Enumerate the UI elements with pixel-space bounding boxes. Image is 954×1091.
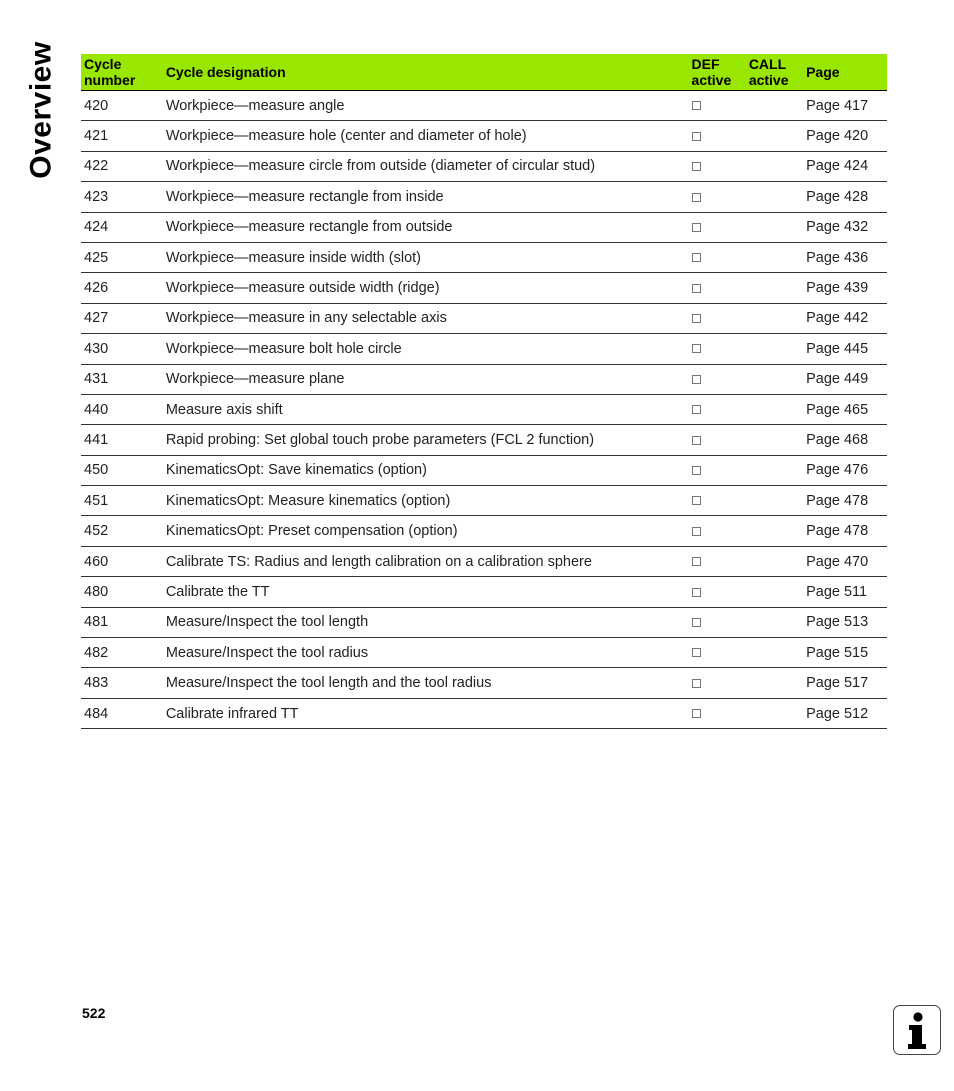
square-marker-icon [692, 557, 701, 566]
cycle-number-cell: 425 [81, 242, 163, 272]
cycle-number-cell: 430 [81, 334, 163, 364]
square-marker-icon [692, 436, 701, 445]
def-active-cell [689, 577, 746, 607]
page-reference-cell: Page 513 [803, 607, 887, 637]
cycle-designation-cell: Workpiece—measure rectangle from outside [163, 212, 689, 242]
cycle-number-cell: 431 [81, 364, 163, 394]
def-active-cell [689, 182, 746, 212]
page-reference-cell: Page 512 [803, 698, 887, 728]
table-row [81, 577, 887, 607]
page-reference-cell: Page 442 [803, 303, 887, 333]
cycle-number-cell: 451 [81, 486, 163, 516]
cycle-designation-cell: KinematicsOpt: Measure kinematics (option) [163, 486, 689, 516]
cycle-designation-cell: Measure/Inspect the tool length and the tool radius [163, 668, 689, 698]
cycle-number-cell: 452 [81, 516, 163, 546]
cycle-number-cell: 427 [81, 303, 163, 333]
cycle-number-cell: 421 [81, 121, 163, 151]
def-active-cell [689, 121, 746, 151]
cycle-designation-cell: KinematicsOpt: Save kinematics (option) [163, 455, 689, 485]
cycle-designation-cell: Workpiece—measure in any selectable axis [163, 303, 689, 333]
def-active-cell [689, 668, 746, 698]
cycle-designation-cell: Calibrate infrared TT [163, 698, 689, 728]
def-active-cell [689, 486, 746, 516]
cycle-designation-cell: Measure axis shift [163, 394, 689, 424]
def-active-cell [689, 638, 746, 668]
def-active-cell [689, 455, 746, 485]
table-row [81, 364, 887, 394]
table-header-row [81, 54, 887, 91]
square-marker-icon [692, 527, 701, 536]
call-active-cell [746, 486, 803, 516]
page-reference-cell: Page 468 [803, 425, 887, 455]
cycle-designation-cell: Workpiece—measure inside width (slot) [163, 242, 689, 272]
cycle-designation-cell: KinematicsOpt: Preset compensation (option) [163, 516, 689, 546]
cycle-number-cell: 480 [81, 577, 163, 607]
def-active-cell [689, 364, 746, 394]
cycle-number-cell: 422 [81, 151, 163, 181]
def-active-cell [689, 607, 746, 637]
call-active-cell [746, 698, 803, 728]
cycle-number-cell: 483 [81, 668, 163, 698]
table-row [81, 455, 887, 485]
def-active-cell [689, 242, 746, 272]
page-number: 522 [82, 1005, 106, 1021]
def-active-cell [689, 334, 746, 364]
call-active-cell [746, 242, 803, 272]
square-marker-icon [692, 193, 701, 202]
page-reference-cell: Page 445 [803, 334, 887, 364]
table-body [81, 91, 887, 729]
cycle-number-cell: 426 [81, 273, 163, 303]
call-active-cell [746, 364, 803, 394]
cycle-number-cell: 441 [81, 425, 163, 455]
def-active-cell [689, 303, 746, 333]
table-row [81, 121, 887, 151]
cycle-number-cell: 460 [81, 546, 163, 576]
header-def-active [689, 54, 746, 91]
page-reference-cell: Page 428 [803, 182, 887, 212]
def-active-cell [689, 516, 746, 546]
header-call-active-line2: active [748, 72, 789, 88]
square-marker-icon [692, 314, 701, 323]
header-call-active [746, 54, 803, 91]
table-row [81, 242, 887, 272]
square-marker-icon [692, 618, 701, 627]
call-active-cell [746, 638, 803, 668]
header-def-active-line1: DEF [691, 56, 720, 72]
table-row [81, 91, 887, 121]
table-row [81, 182, 887, 212]
square-marker-icon [692, 709, 701, 718]
square-marker-icon [692, 132, 701, 141]
call-active-cell [746, 303, 803, 333]
cycle-number-cell: 484 [81, 698, 163, 728]
square-marker-icon [692, 223, 701, 232]
section-side-label-text: Overview [25, 41, 59, 179]
square-marker-icon [692, 466, 701, 475]
section-side-label [22, 41, 62, 179]
header-page: Page [803, 54, 887, 91]
table-row [81, 607, 887, 637]
cycle-designation-cell: Workpiece—measure plane [163, 364, 689, 394]
cycle-designation-cell: Rapid probing: Set global touch probe parameters (FCL 2 function) [163, 425, 689, 455]
page-reference-cell: Page 511 [803, 577, 887, 607]
square-marker-icon [692, 284, 701, 293]
table-row [81, 516, 887, 546]
def-active-cell [689, 212, 746, 242]
table-row [81, 151, 887, 181]
table-row [81, 638, 887, 668]
def-active-cell [689, 394, 746, 424]
cycle-number-cell: 440 [81, 394, 163, 424]
def-active-cell [689, 151, 746, 181]
page-reference-cell: Page 449 [803, 364, 887, 394]
cycle-designation-cell: Workpiece—measure hole (center and diameter of hole) [163, 121, 689, 151]
square-marker-icon [692, 405, 701, 414]
table-row [81, 394, 887, 424]
call-active-cell [746, 577, 803, 607]
call-active-cell [746, 151, 803, 181]
cycle-number-cell: 482 [81, 638, 163, 668]
table-row [81, 273, 887, 303]
cycle-designation-cell: Calibrate the TT [163, 577, 689, 607]
header-cycle-designation: Cycle designation [163, 54, 689, 91]
square-marker-icon [692, 648, 701, 657]
header-def-active-line2: active [691, 72, 732, 88]
page-reference-cell: Page 417 [803, 91, 887, 121]
cycle-number-cell: 450 [81, 455, 163, 485]
page-reference-cell: Page 478 [803, 486, 887, 516]
call-active-cell [746, 121, 803, 151]
square-marker-icon [692, 375, 701, 384]
cycle-number-cell: 420 [81, 91, 163, 121]
square-marker-icon [692, 588, 701, 597]
cycle-designation-cell: Workpiece—measure outside width (ridge) [163, 273, 689, 303]
table-row [81, 486, 887, 516]
square-marker-icon [692, 253, 701, 262]
table-row [81, 212, 887, 242]
square-marker-icon [692, 344, 701, 353]
cycle-overview-table [81, 54, 887, 729]
call-active-cell [746, 607, 803, 637]
page-reference-cell: Page 517 [803, 668, 887, 698]
cycle-number-cell: 423 [81, 182, 163, 212]
info-icon [893, 1005, 941, 1055]
table-row [81, 425, 887, 455]
def-active-cell [689, 546, 746, 576]
call-active-cell [746, 516, 803, 546]
page-reference-cell: Page 515 [803, 638, 887, 668]
table-row [81, 303, 887, 333]
square-marker-icon [692, 679, 701, 688]
cycle-designation-cell: Calibrate TS: Radius and length calibration on a calibration sphere [163, 546, 689, 576]
header-cycle-number-line2: number [84, 72, 136, 88]
cycle-designation-cell: Workpiece—measure rectangle from inside [163, 182, 689, 212]
cycle-designation-cell: Workpiece—measure bolt hole circle [163, 334, 689, 364]
table-row [81, 546, 887, 576]
table-row [81, 668, 887, 698]
cycle-designation-cell: Measure/Inspect the tool radius [163, 638, 689, 668]
def-active-cell [689, 273, 746, 303]
page-reference-cell: Page 478 [803, 516, 887, 546]
page-reference-cell: Page 432 [803, 212, 887, 242]
call-active-cell [746, 394, 803, 424]
cycle-number-cell: 424 [81, 212, 163, 242]
cycle-designation-cell: Workpiece—measure angle [163, 91, 689, 121]
cycle-designation-cell: Measure/Inspect the tool length [163, 607, 689, 637]
call-active-cell [746, 334, 803, 364]
page-reference-cell: Page 476 [803, 455, 887, 485]
cycle-designation-cell: Workpiece—measure circle from outside (diameter of circular stud) [163, 151, 689, 181]
call-active-cell [746, 425, 803, 455]
page-reference-cell: Page 436 [803, 242, 887, 272]
def-active-cell [689, 91, 746, 121]
page-reference-cell: Page 470 [803, 546, 887, 576]
table-row [81, 334, 887, 364]
def-active-cell [689, 698, 746, 728]
square-marker-icon [692, 162, 701, 171]
call-active-cell [746, 546, 803, 576]
call-active-cell [746, 668, 803, 698]
square-marker-icon [692, 101, 701, 110]
page-reference-cell: Page 465 [803, 394, 887, 424]
call-active-cell [746, 273, 803, 303]
call-active-cell [746, 182, 803, 212]
call-active-cell [746, 212, 803, 242]
header-cycle-number-line1: Cycle [84, 56, 122, 72]
header-call-active-line1: CALL [748, 56, 787, 72]
header-cycle-number [81, 54, 163, 91]
call-active-cell [746, 91, 803, 121]
page-reference-cell: Page 424 [803, 151, 887, 181]
call-active-cell [746, 455, 803, 485]
cycle-number-cell: 481 [81, 607, 163, 637]
page-reference-cell: Page 420 [803, 121, 887, 151]
def-active-cell [689, 425, 746, 455]
page-reference-cell: Page 439 [803, 273, 887, 303]
table-row [81, 698, 887, 728]
info-icon-graphic [894, 1006, 939, 1053]
square-marker-icon [692, 496, 701, 505]
